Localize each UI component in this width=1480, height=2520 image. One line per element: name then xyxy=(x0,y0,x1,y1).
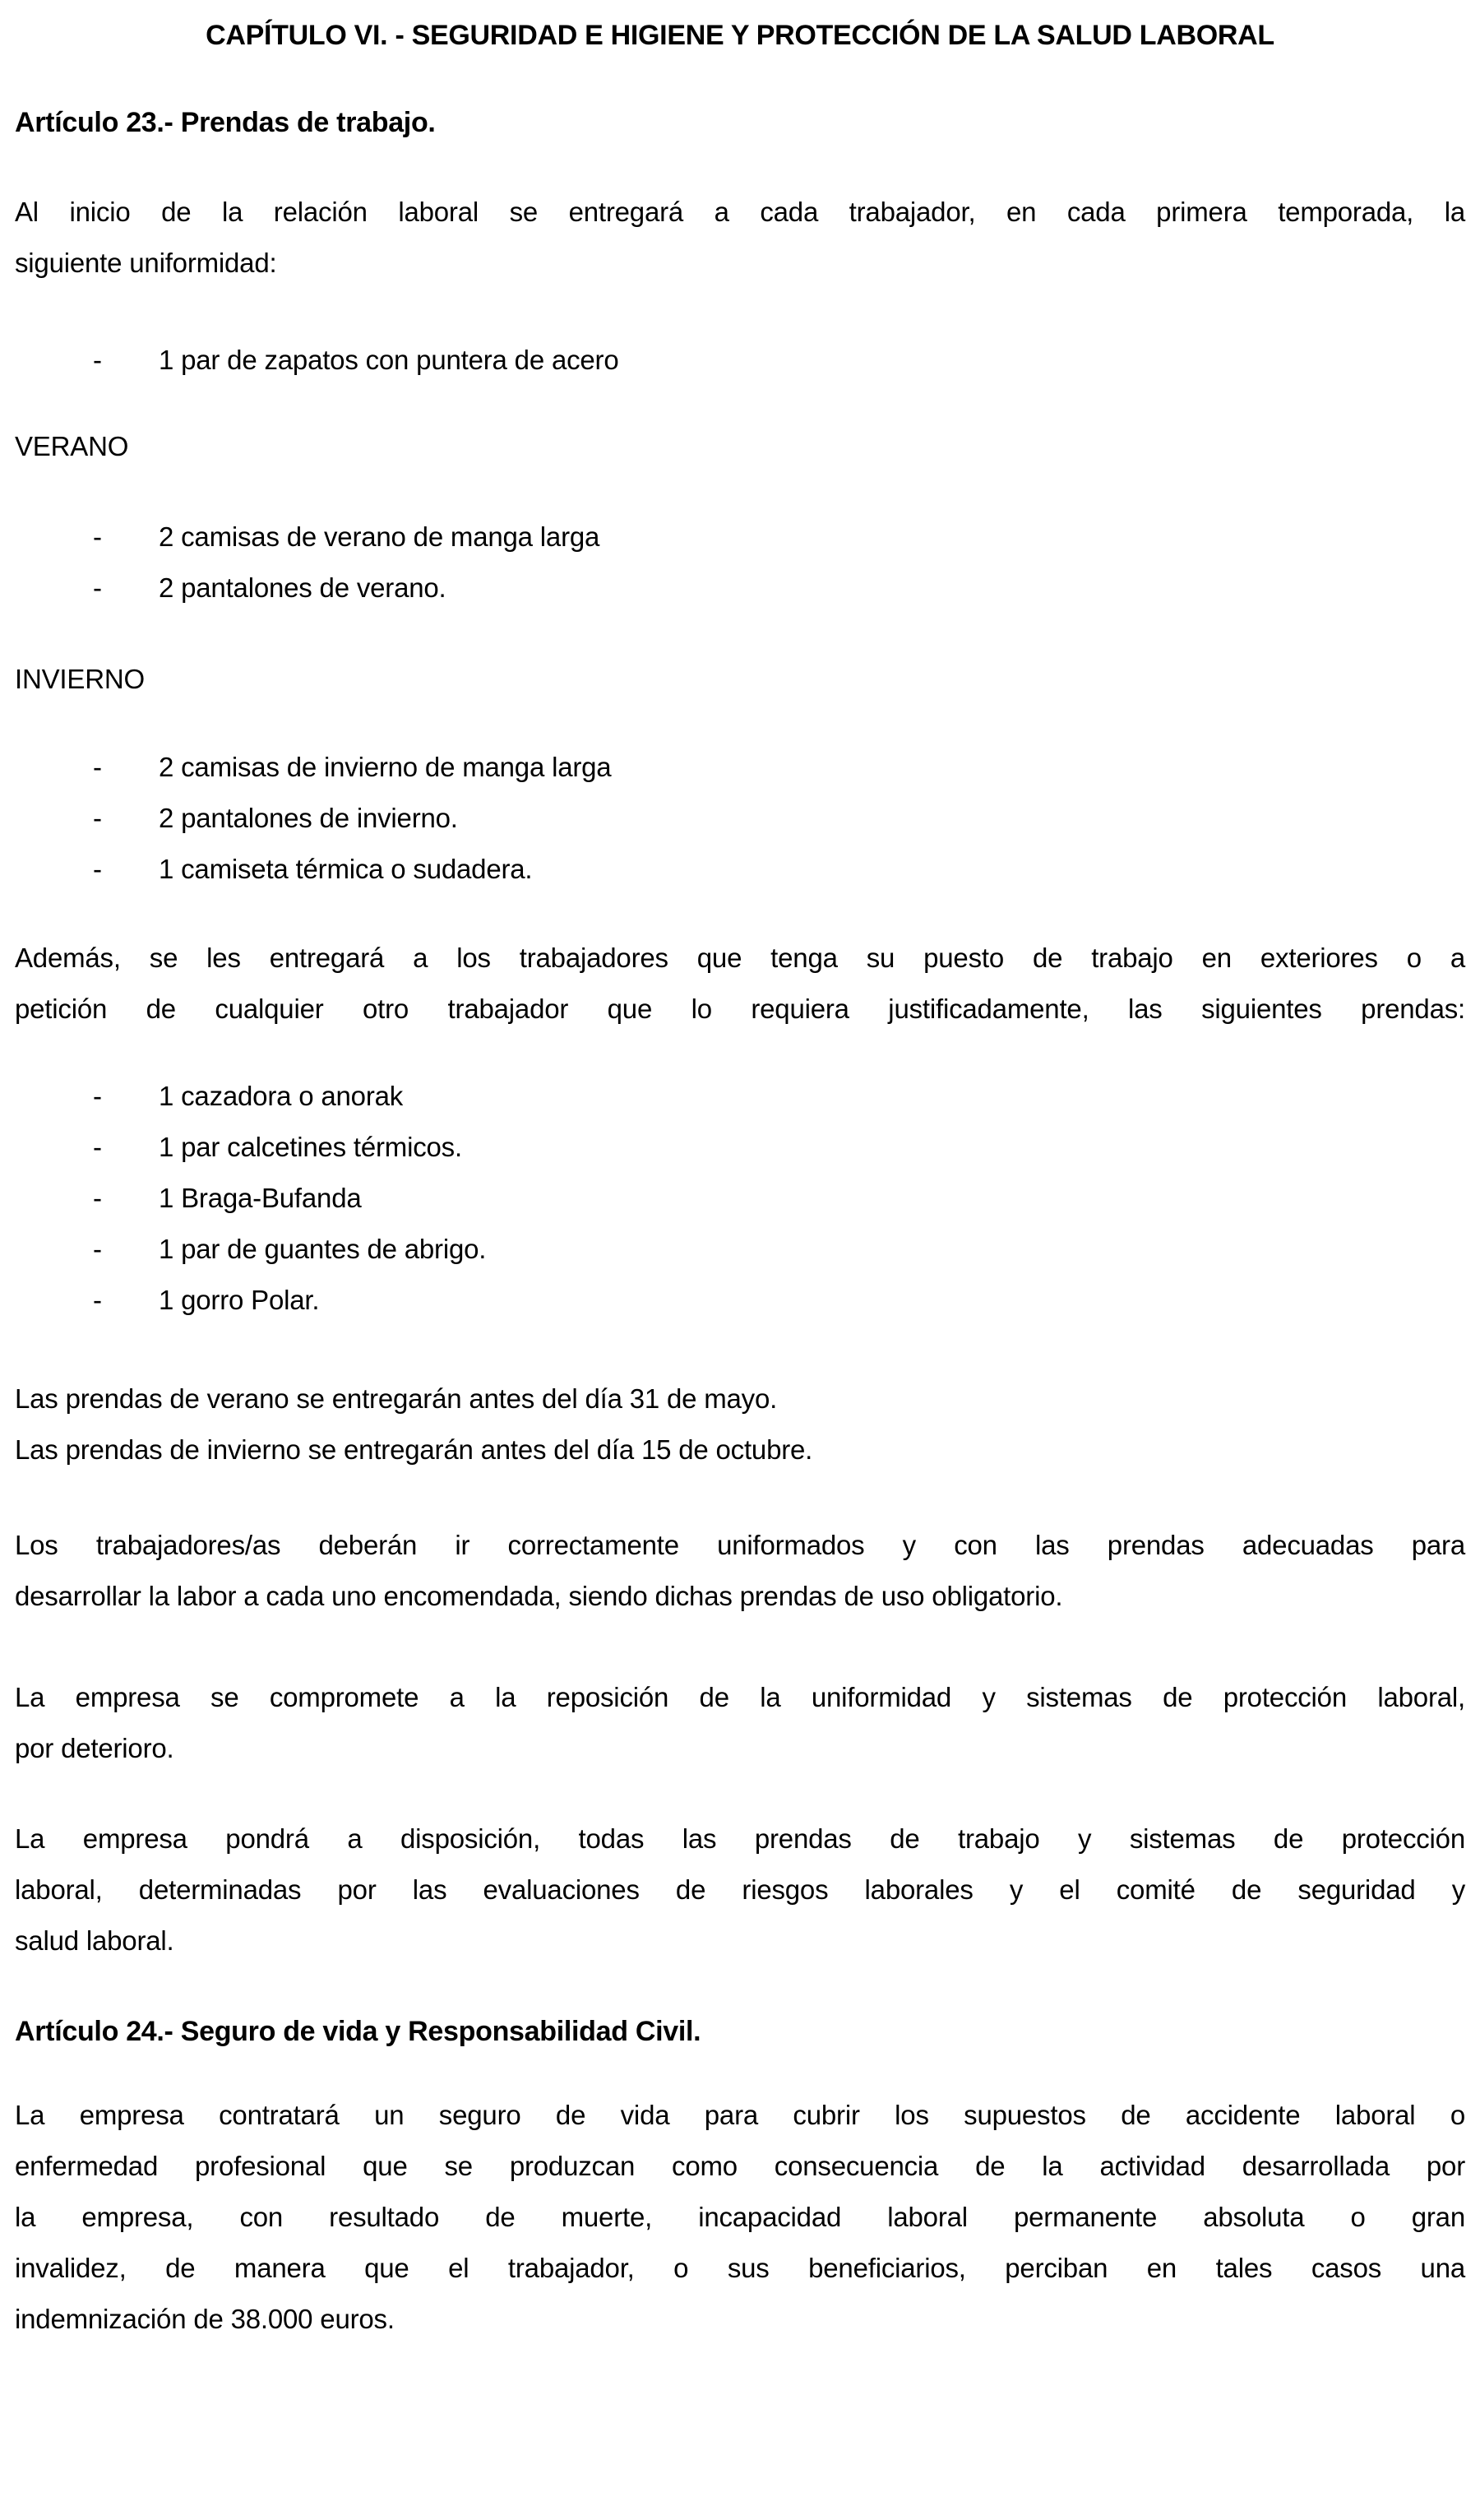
article-23-heading: Artículo 23.- Prendas de trabajo. xyxy=(15,107,436,138)
list-item xyxy=(15,1275,1465,1326)
disposicion-paragraph xyxy=(15,1814,1465,1966)
list-item-text: 1 par de zapatos con puntera de acero xyxy=(159,345,619,375)
paragraph-line: petición de cualquier otro trabajador que lo requiera justificadamente, las siguientes prendas: xyxy=(15,994,1465,1024)
exteriores-items-list xyxy=(15,1071,1465,1326)
paragraph-line: Además, se les entregará a los trabajadores que tenga su puesto de trabajo en exteriores o a xyxy=(15,943,1465,973)
list-item xyxy=(15,1071,1465,1122)
paragraph-line: invalidez, de manera que el trabajador, o sus beneficiarios, perciban en tales casos una xyxy=(15,2253,1465,2283)
invierno-items-list xyxy=(15,742,1465,895)
intro-paragraph xyxy=(15,187,1465,289)
verano-heading: VERANO xyxy=(15,431,129,461)
bullet-dash: - xyxy=(93,1234,102,1264)
paragraph-line: Las prendas de verano se entregarán antes del día 31 de mayo. xyxy=(15,1383,778,1414)
list-item-text: 1 par de guantes de abrigo. xyxy=(159,1234,487,1264)
bullet-dash: - xyxy=(93,752,102,782)
list-item xyxy=(15,844,1465,895)
paragraph-line: Los trabajadores/as deberán ir correctamente uniformados y con las prendas adecuadas para xyxy=(15,1530,1465,1560)
list-item-text: 1 gorro Polar. xyxy=(159,1285,320,1315)
paragraph-line: laboral, determinadas por las evaluaciones de riesgos laborales y el comité de seguridad y xyxy=(15,1874,1465,1905)
bullet-dash: - xyxy=(93,1132,102,1162)
paragraph-line: la empresa, con resultado de muerte, incapacidad laboral permanente absoluta o gran xyxy=(15,2202,1465,2232)
list-item xyxy=(15,793,1465,844)
paragraph-line: indemnización de 38.000 euros. xyxy=(15,2304,395,2334)
initial-items-list xyxy=(15,335,1465,386)
list-item-text: 2 camisas de invierno de manga larga xyxy=(159,752,612,782)
list-item xyxy=(15,563,1465,614)
list-item xyxy=(15,335,1465,386)
list-item-text: 1 par calcetines térmicos. xyxy=(159,1132,462,1162)
bullet-dash: - xyxy=(93,803,102,833)
seguro-paragraph xyxy=(15,2090,1465,2345)
chapter-title: CAPÍTULO VI. - SEGURIDAD E HIGIENE Y PROTECCIÓN DE LA SALUD LABORAL xyxy=(206,20,1274,51)
list-item xyxy=(15,1173,1465,1224)
plazos-paragraph xyxy=(15,1373,1465,1475)
uniformados-paragraph xyxy=(15,1520,1465,1622)
paragraph-line: La empresa pondrá a disposición, todas las prendas de trabajo y sistemas de protección xyxy=(15,1823,1465,1854)
verano-items-list xyxy=(15,512,1465,614)
bullet-dash: - xyxy=(93,1081,102,1111)
paragraph-line: por deterioro. xyxy=(15,1733,174,1763)
list-item-text: 1 Braga-Bufanda xyxy=(159,1183,362,1213)
bullet-dash: - xyxy=(93,345,102,375)
list-item-text: 2 camisas de verano de manga larga xyxy=(159,521,600,552)
paragraph-line: Las prendas de invierno se entregarán antes del día 15 de octubre. xyxy=(15,1434,813,1465)
paragraph-line: enfermedad profesional que se produzcan como consecuencia de la actividad desarrollada por xyxy=(15,2151,1465,2181)
invierno-heading: INVIERNO xyxy=(15,664,145,694)
paragraph-line: Al inicio de la relación laboral se entregará a cada trabajador, en cada primera temporada, la xyxy=(15,197,1465,227)
paragraph-line: La empresa contratará un seguro de vida para cubrir los supuestos de accidente laboral o xyxy=(15,2100,1465,2130)
list-item xyxy=(15,1122,1465,1173)
paragraph-line: salud laboral. xyxy=(15,1925,174,1956)
list-item xyxy=(15,1224,1465,1275)
paragraph-line: desarrollar la labor a cada uno encomendada, siendo dichas prendas de uso obligatorio. xyxy=(15,1581,1063,1611)
list-item-text: 2 pantalones de invierno. xyxy=(159,803,458,833)
bullet-dash: - xyxy=(93,521,102,552)
reposicion-paragraph xyxy=(15,1672,1465,1774)
article-24-heading: Artículo 24.- Seguro de vida y Responsabilidad Civil. xyxy=(15,2016,701,2047)
paragraph-line: siguiente uniformidad: xyxy=(15,248,277,278)
bullet-dash: - xyxy=(93,1183,102,1213)
list-item xyxy=(15,742,1465,793)
list-item xyxy=(15,512,1465,563)
paragraph-line: La empresa se compromete a la reposición de la uniformidad y sistemas de protección laboral, xyxy=(15,1682,1465,1712)
list-item-text: 1 cazadora o anorak xyxy=(159,1081,404,1111)
bullet-dash: - xyxy=(93,854,102,884)
list-item-text: 2 pantalones de verano. xyxy=(159,572,446,603)
exteriores-paragraph xyxy=(15,933,1465,1035)
bullet-dash: - xyxy=(93,1285,102,1315)
bullet-dash: - xyxy=(93,572,102,603)
list-item-text: 1 camiseta térmica o sudadera. xyxy=(159,854,533,884)
